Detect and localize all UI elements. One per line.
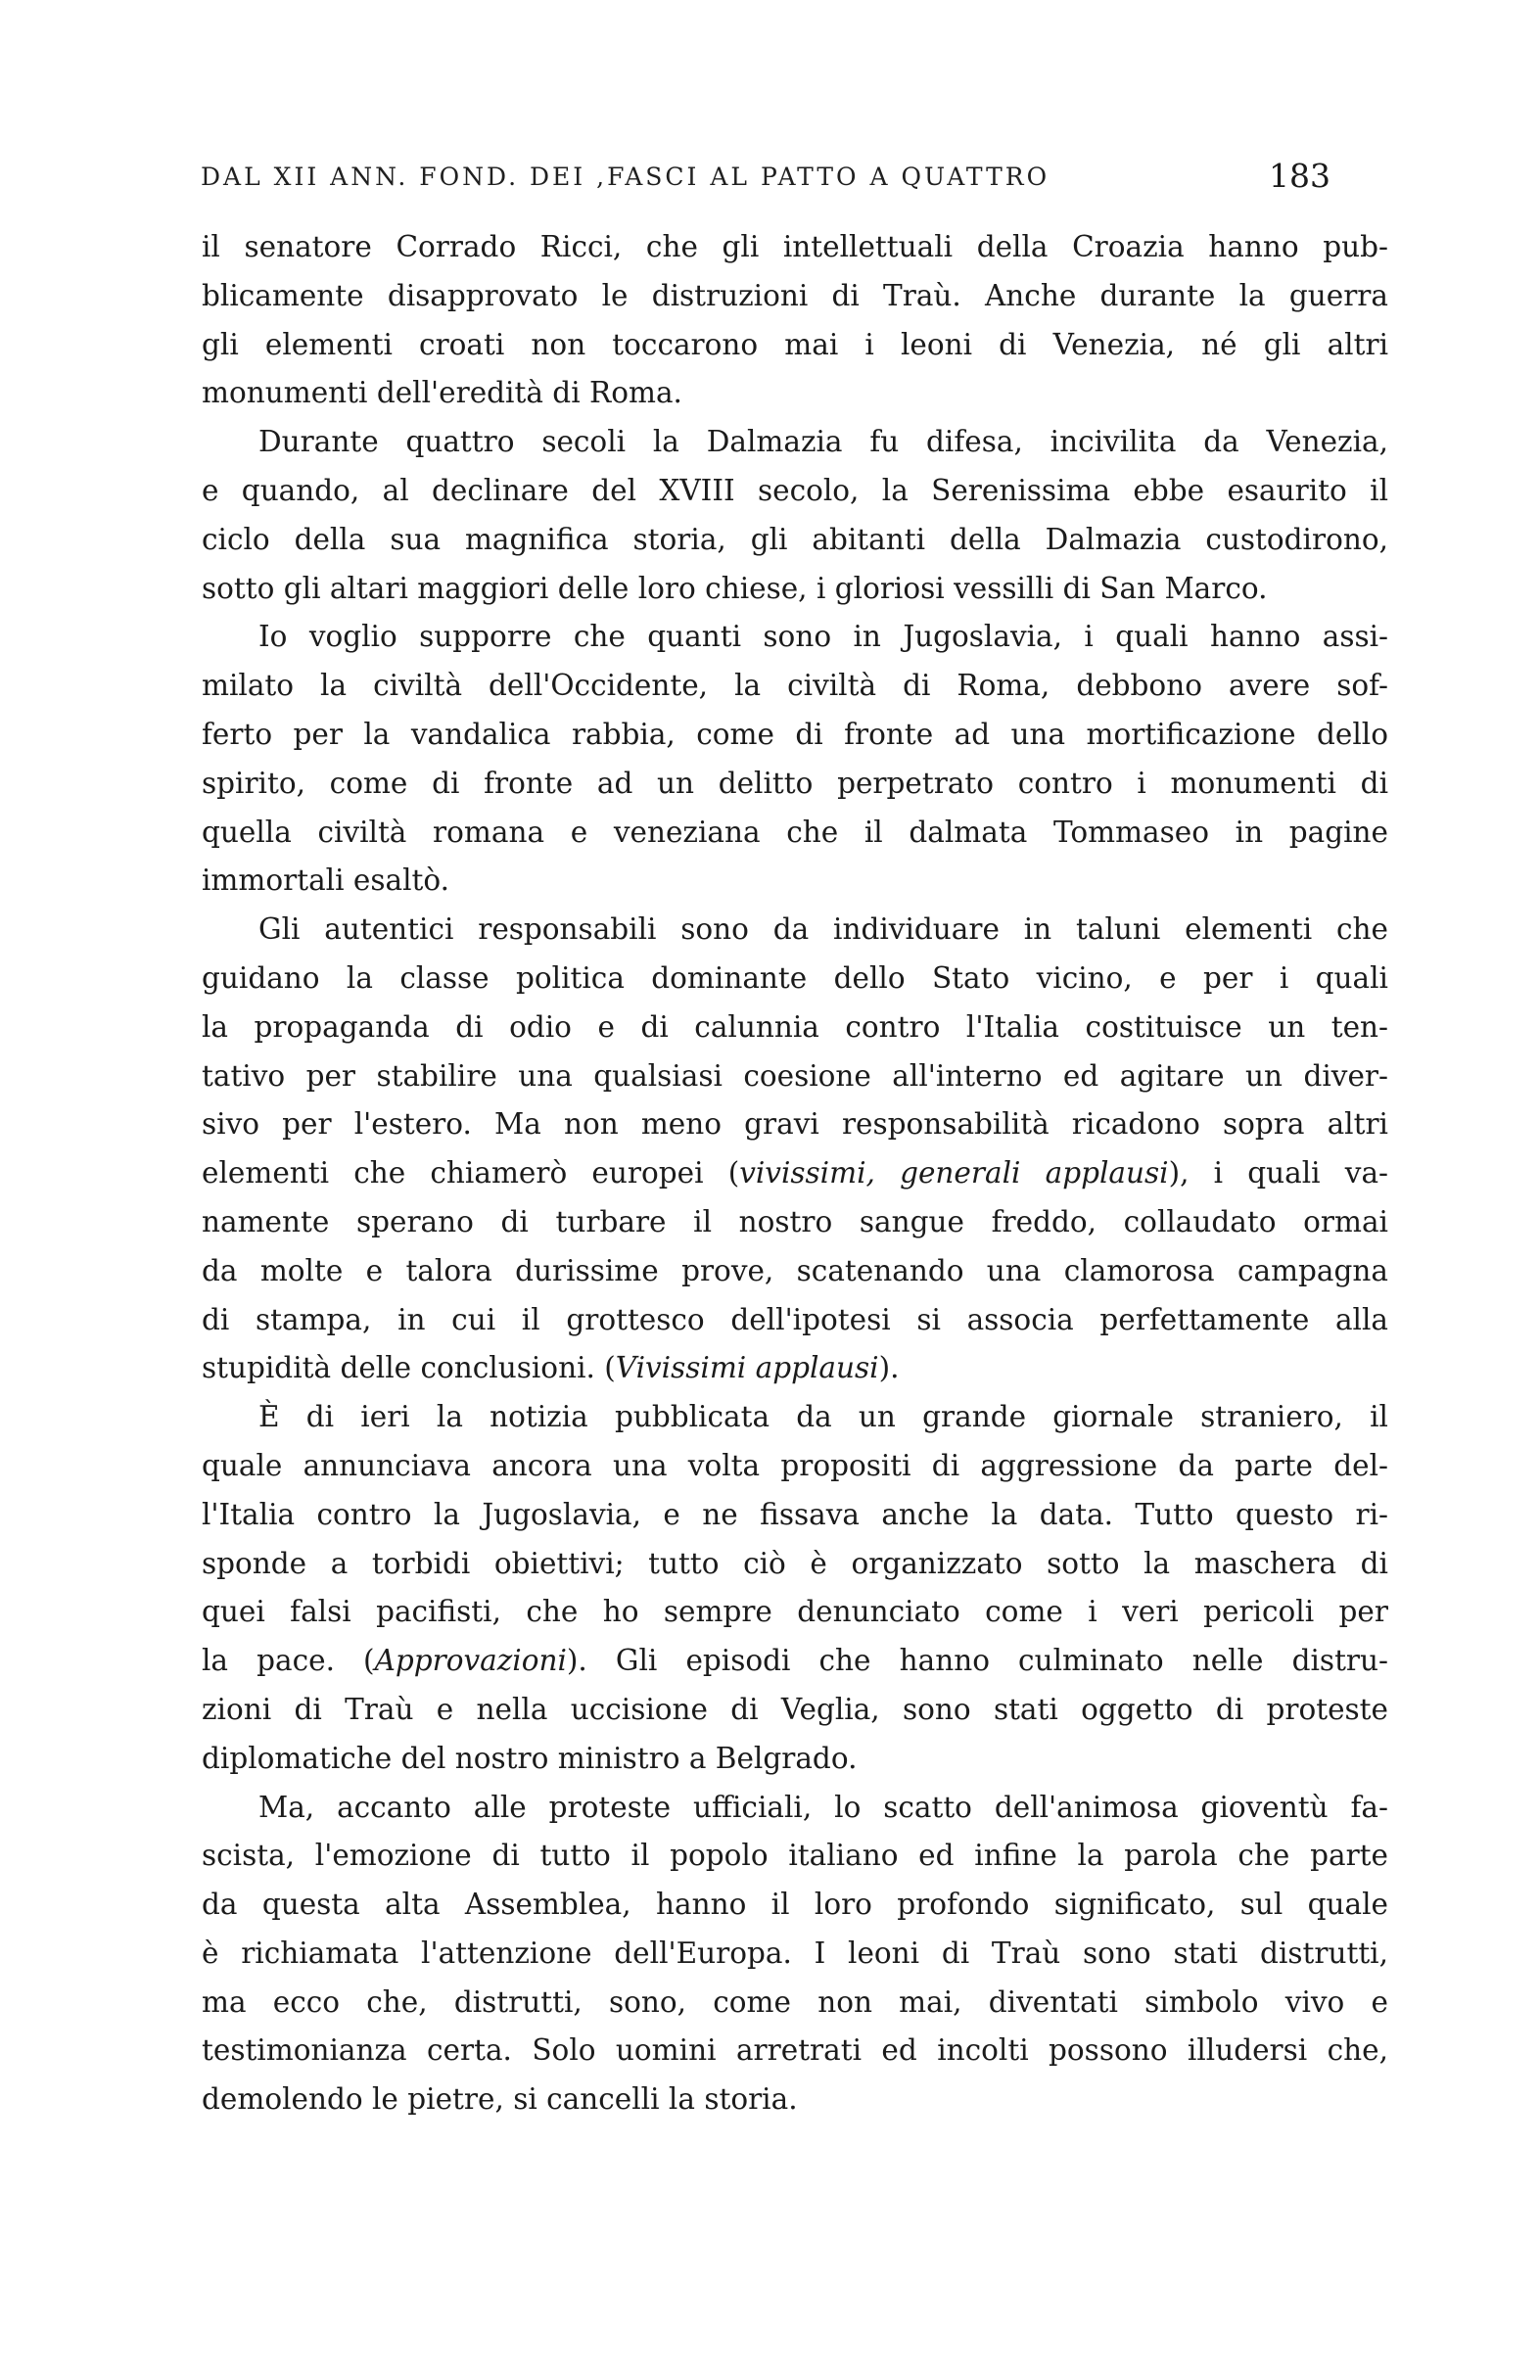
text-run: spirito, come di fronte ad un delitto perpetrato contro i monumenti di	[202, 766, 1388, 800]
text-line	[202, 1832, 1388, 1881]
text-line	[202, 467, 1388, 516]
text-run: sivo per l'estero. Ma non meno gravi responsabilità ricadono sopra altri	[202, 1107, 1388, 1142]
text-run: scista, l'emozione di tutto il popolo italiano ed infine la parola che parte	[202, 1839, 1388, 1873]
text-line	[202, 369, 1388, 418]
text-run: ma ecco che, distrutti, sono, come non mai, diventati simbolo vivo e	[202, 1984, 1388, 2019]
text-run: l'Italia contro la Jugoslavia, e ne fissava anche la data. Tutto questo ri-	[202, 1497, 1388, 1531]
paragraph	[202, 1784, 1388, 2125]
text-line	[202, 1442, 1388, 1491]
text-run: milato la civiltà dell'Occidente, la civiltà di Roma, debbono avere sof-	[202, 669, 1388, 703]
running-title: DAL XII ANN. FOND. DEI ,FASCI AL PATTO A QUATTRO	[201, 163, 1050, 191]
page-number: 183	[1269, 157, 1330, 195]
text-line	[202, 1735, 1388, 1784]
text-line	[202, 1052, 1388, 1101]
text-run: sotto gli altari maggiori delle loro chiese, i gloriosi vessilli di San Marco.	[202, 571, 1268, 605]
text-line	[202, 1296, 1388, 1345]
text-line	[202, 857, 1388, 906]
text-run: Gli autentici responsabili sono da individuare in taluni elementi che	[258, 912, 1388, 947]
text-run: È di ieri la notizia pubblicata da un grande giornale straniero, il	[258, 1400, 1388, 1434]
paragraph	[202, 906, 1388, 1393]
text-line	[202, 711, 1388, 760]
text-run: ciclo della sua magnifica storia, gli abitanti della Dalmazia custodirono,	[202, 522, 1388, 556]
text-run: elementi che chiamerò europei (	[202, 1156, 740, 1190]
paragraph	[202, 223, 1388, 418]
text-line	[202, 1393, 1388, 1442]
text-run: blicamente disapprovato le distruzioni di Traù. Anche durante la guerra	[202, 278, 1388, 312]
text-run: quella civiltà romana e veneziana che il dalmata Tommaseo in pagine	[202, 815, 1388, 849]
text-run: Durante quattro secoli la Dalmazia fu difesa, incivilita da Venezia,	[258, 425, 1388, 459]
text-line	[202, 321, 1388, 370]
running-head	[201, 157, 1366, 196]
text-run: è richiamata l'attenzione dell'Europa. I leoni di Traù sono stati distrutti,	[202, 1936, 1388, 1970]
text-line	[202, 1686, 1388, 1735]
text-line	[202, 1784, 1388, 1833]
text-line	[202, 760, 1388, 809]
text-run: e quando, al declinare del XVIII secolo, la Serenissima ebbe esaurito il	[202, 473, 1388, 507]
text-run: namente sperano di turbare il nostro sangue freddo, collaudato ormai	[202, 1204, 1388, 1238]
text-line	[202, 565, 1388, 614]
text-line	[202, 2027, 1388, 2076]
text-run: ), i quali va-	[1168, 1156, 1388, 1190]
body-text	[202, 223, 1388, 2124]
paragraph	[202, 613, 1388, 906]
text-run: ferto per la vandalica rabbia, come di fronte ad una mortificazione dello	[202, 717, 1388, 751]
italic-text: Approvazioni	[374, 1644, 567, 1678]
text-line	[202, 1540, 1388, 1589]
text-line	[202, 1930, 1388, 1979]
text-line	[202, 516, 1388, 565]
text-run: gli elementi croati non toccarono mai i leoni di Venezia, né gli altri	[202, 327, 1388, 361]
text-run: la pace. (	[202, 1644, 375, 1678]
text-run: tativo per stabilire una qualsiasi coesione all'interno ed agitare un diver-	[202, 1058, 1388, 1093]
text-run: monumenti dell'eredità di Roma.	[202, 376, 682, 410]
text-line	[202, 1979, 1388, 2028]
text-line	[202, 1247, 1388, 1296]
text-line	[202, 662, 1388, 711]
text-run: testimonianza certa. Solo uomini arretrati ed incolti possono illudersi che,	[202, 2033, 1388, 2068]
text-run: immortali esaltò.	[202, 863, 450, 898]
text-line	[202, 1198, 1388, 1247]
text-run: quale annunciava ancora una volta propositi di aggressione da parte del-	[202, 1448, 1388, 1482]
text-line	[202, 418, 1388, 467]
text-run: diplomatiche del nostro ministro a Belgrado.	[202, 1741, 858, 1775]
text-run: quei falsi pacifisti, che ho sempre denunciato come i veri pericoli per	[202, 1595, 1388, 1629]
text-run: sponde a torbidi obiettivi; tutto ciò è organizzato sotto la maschera di	[202, 1546, 1388, 1580]
paragraph	[202, 418, 1388, 613]
text-run: ). Gli episodi che hanno culminato nelle distru-	[566, 1644, 1388, 1678]
text-line	[202, 1491, 1388, 1540]
italic-text: vivissimi, generali applausi	[739, 1156, 1169, 1190]
italic-text: Vivissimi applausi	[615, 1351, 879, 1385]
text-run: di stampa, in cui il grottesco dell'ipotesi si associa perfettamente alla	[202, 1302, 1388, 1336]
text-line	[202, 272, 1388, 321]
text-run: il senatore Corrado Ricci, che gli intellettuali della Croazia hanno pub-	[202, 230, 1388, 263]
text-line	[202, 906, 1388, 955]
text-run: Ma, accanto alle proteste ufficiali, lo scatto dell'animosa gioventù fa-	[258, 1790, 1388, 1824]
text-run: zioni di Traù e nella uccisione di Veglia, sono stati oggetto di proteste	[202, 1692, 1388, 1726]
text-line	[202, 1637, 1388, 1686]
text-line	[202, 223, 1388, 272]
text-line	[202, 955, 1388, 1003]
text-run: stupidità delle conclusioni. (	[202, 1351, 616, 1385]
text-run: demolendo le pietre, si cancelli la storia.	[202, 2082, 798, 2117]
text-line	[202, 1149, 1388, 1198]
text-run: da molte e talora durissime prove, scatenando una clamorosa campagna	[202, 1253, 1388, 1287]
text-run: da questa alta Assemblea, hanno il loro profondo significato, sul quale	[202, 1888, 1388, 1922]
text-run: guidano la classe politica dominante dello Stato vicino, e per i quali	[202, 960, 1388, 995]
text-line	[202, 1003, 1388, 1052]
text-line	[202, 1881, 1388, 1930]
text-line	[202, 1344, 1388, 1393]
text-line	[202, 1100, 1388, 1149]
paragraph	[202, 1393, 1388, 1783]
text-line	[202, 1588, 1388, 1637]
text-line	[202, 2076, 1388, 2124]
text-line	[202, 809, 1388, 858]
text-run: ).	[878, 1351, 900, 1385]
text-line	[202, 613, 1388, 662]
text-run: Io voglio supporre che quanti sono in Jugoslavia, i quali hanno assi-	[258, 620, 1388, 654]
text-run: la propaganda di odio e di calunnia contro l'Italia costituisce un ten-	[202, 1009, 1388, 1044]
